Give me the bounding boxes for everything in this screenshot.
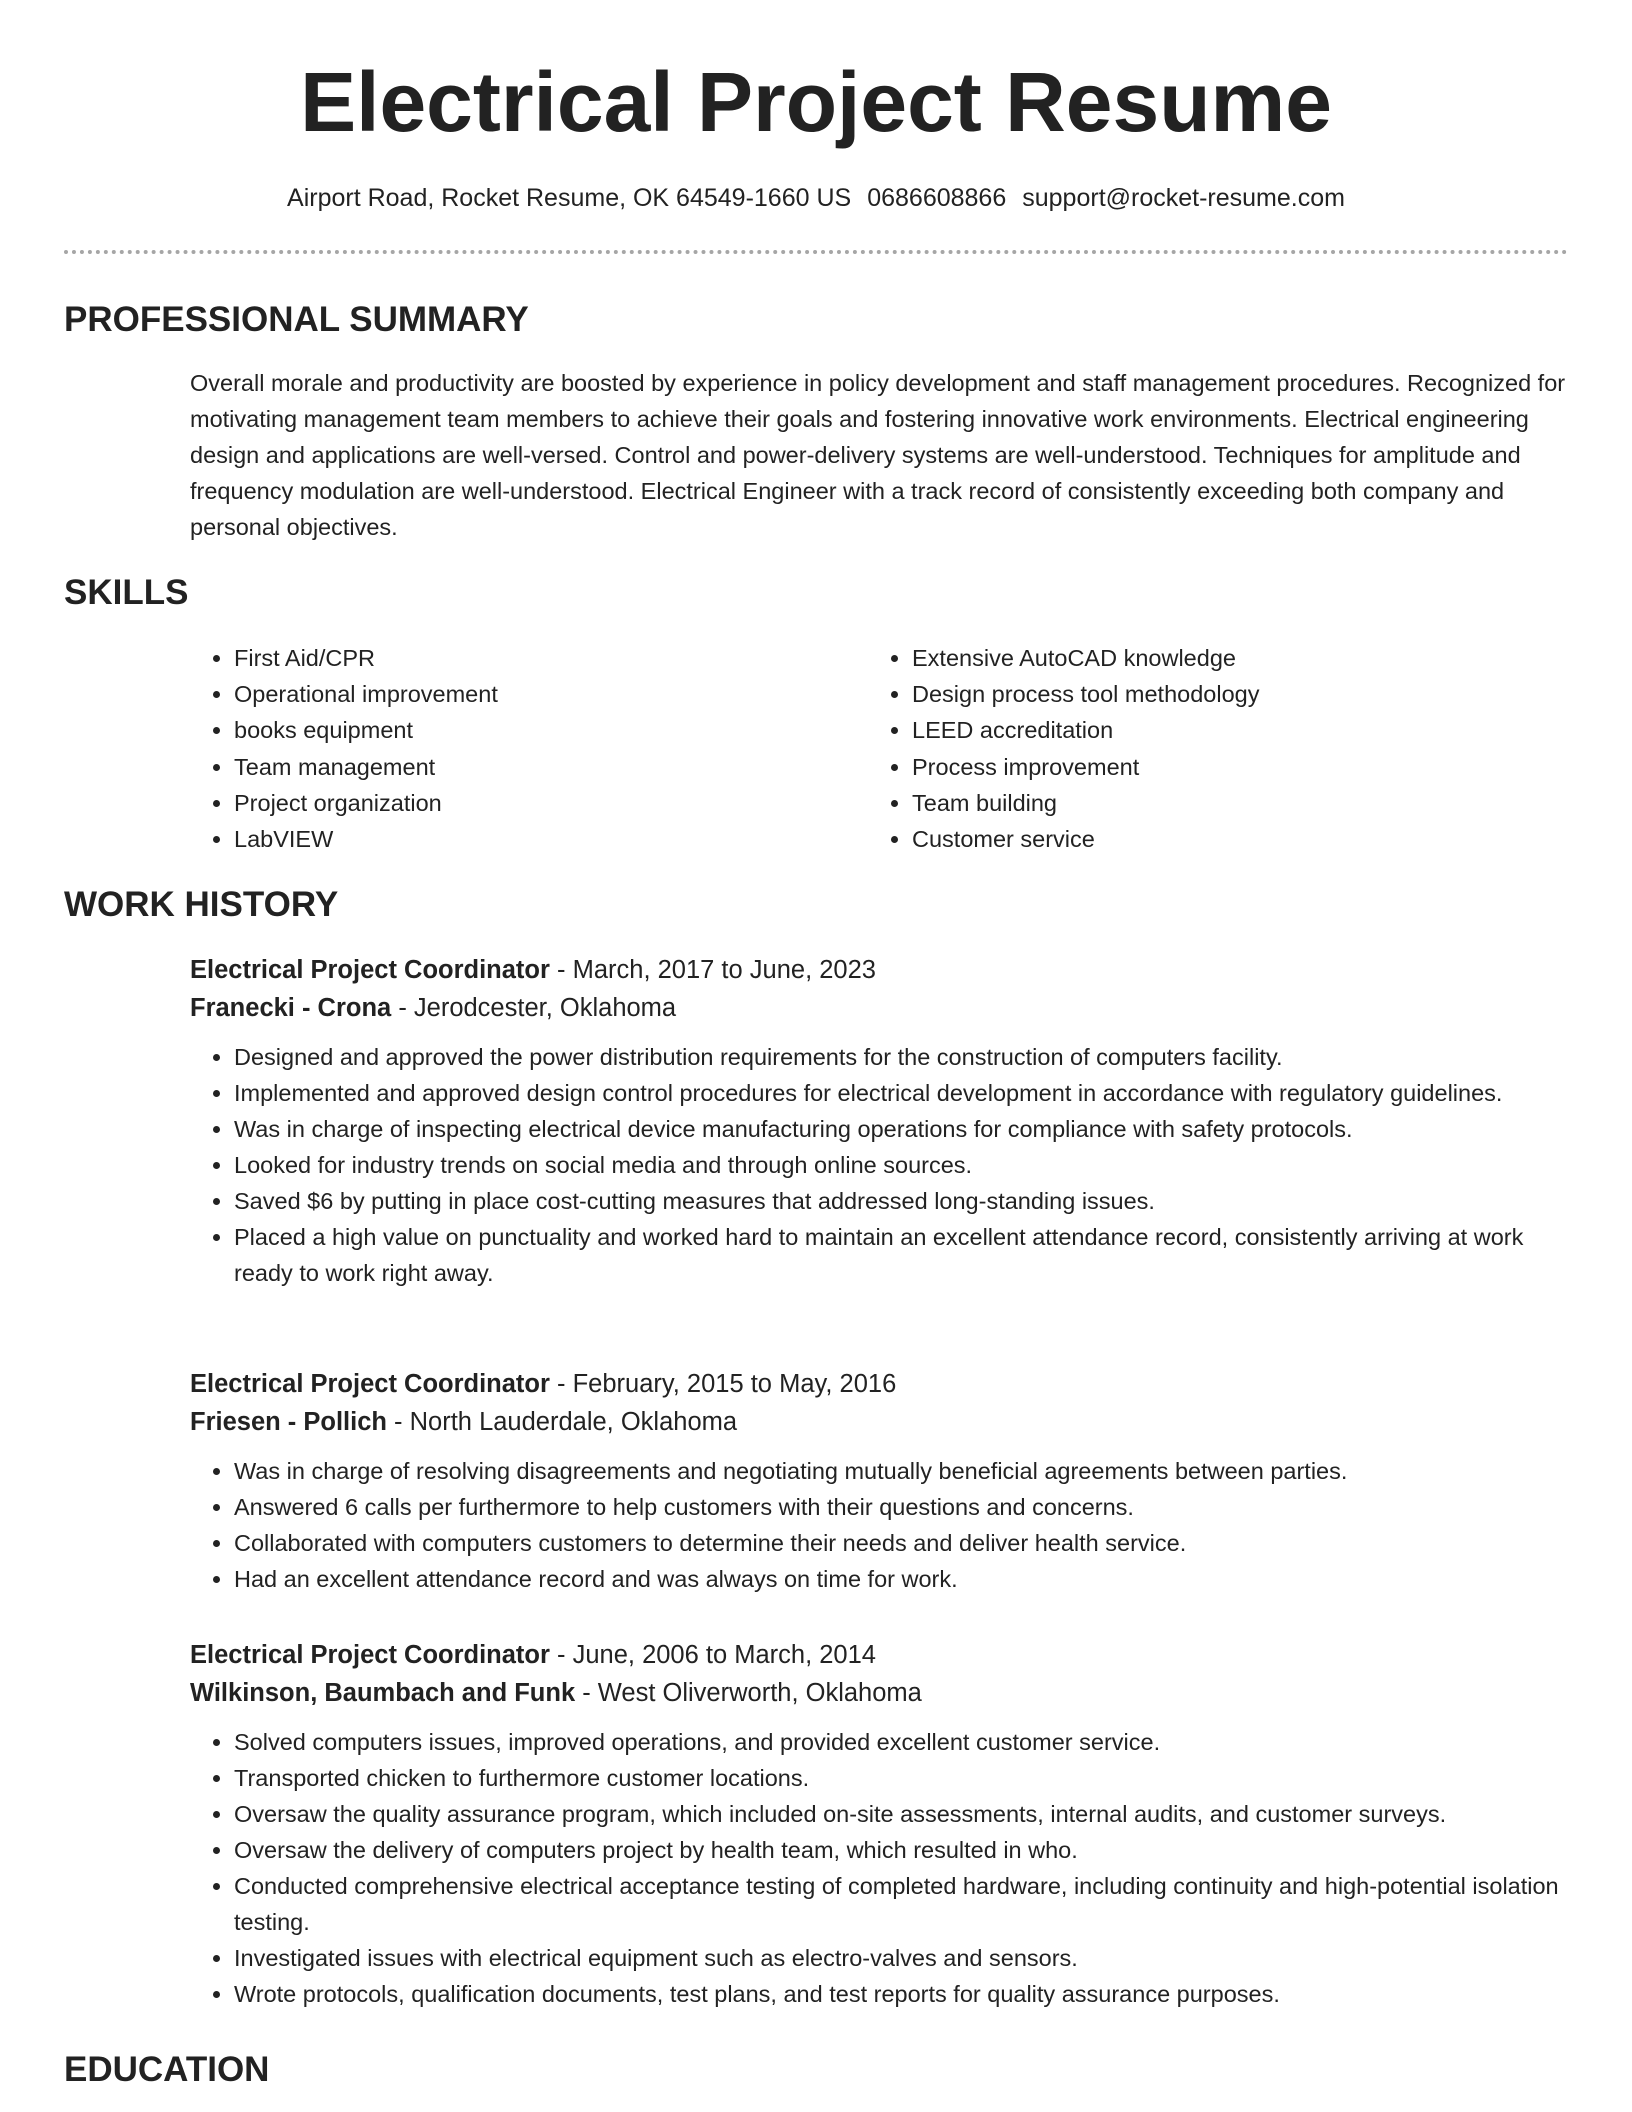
job-entry	[190, 951, 1570, 1291]
skills-list-left	[190, 640, 498, 857]
job-role: Electrical Project Coordinator	[190, 1370, 550, 1398]
job-location: - West Oliverworth, Oklahoma	[575, 1679, 922, 1707]
job-company-line	[190, 989, 1570, 1027]
job-title-line	[190, 951, 1570, 989]
job-bullet: • Conducted comprehensive electrical acceptance testing of completed hardware, including continuity and high-potential isolation testing.	[234, 1868, 1570, 1940]
job-bullet: • Looked for industry trends on social media and through online sources.	[234, 1147, 1570, 1183]
job-role: Electrical Project Coordinator	[190, 956, 550, 984]
job-bullet: • Wrote protocols, qualification documents, test plans, and test reports for quality assurance purposes.	[234, 1976, 1570, 2012]
job-dates: - February, 2015 to May, 2016	[549, 1370, 897, 1398]
contact-address: Airport Road, Rocket Resume, OK 64549-1660 US	[287, 184, 852, 212]
job-company-line	[190, 1674, 1570, 1712]
job-dates: - June, 2006 to March, 2014	[549, 1641, 876, 1669]
header-divider	[64, 250, 1568, 254]
skill-item: • books equipment	[234, 712, 498, 748]
contact-email: support@rocket-resume.com	[1022, 184, 1345, 212]
skill-item: • First Aid/CPR	[234, 640, 498, 676]
job-bullet: • Was in charge of inspecting electrical device manufacturing operations for compliance with safety protocols.	[234, 1111, 1570, 1147]
job-entry	[190, 1636, 1570, 2012]
job-bullet: • Saved $6 by putting in place cost-cutting measures that addressed long-standing issues.	[234, 1183, 1570, 1219]
skill-item: • Process improvement	[912, 749, 1259, 785]
skill-item: • Extensive AutoCAD knowledge	[912, 640, 1259, 676]
job-company-line	[190, 1403, 1570, 1441]
job-bullet: • Solved computers issues, improved operations, and provided excellent customer service.	[234, 1724, 1570, 1760]
job-bullet: • Designed and approved the power distribution requirements for the construction of computers facility.	[234, 1039, 1570, 1075]
job-company: Friesen - Pollich	[190, 1408, 387, 1436]
job-bullet: • Had an excellent attendance record and was always on time for work.	[234, 1561, 1570, 1597]
skill-item: • Team building	[912, 785, 1259, 821]
skill-item: • Design process tool methodology	[912, 676, 1259, 712]
job-bullet: • Oversaw the delivery of computers project by health team, which resulted in who.	[234, 1832, 1570, 1868]
skill-item: • Operational improvement	[234, 676, 498, 712]
job-bullets	[190, 1453, 1570, 1597]
job-bullets	[190, 1724, 1570, 2012]
job-title-line	[190, 1365, 1570, 1403]
job-bullet: • Was in charge of resolving disagreements and negotiating mutually beneficial agreements between parties.	[234, 1453, 1570, 1489]
skill-item: • Project organization	[234, 785, 498, 821]
job-bullet: • Placed a high value on punctuality and worked hard to maintain an excellent attendance record, consistently arriving at work ready to work right away.	[234, 1219, 1570, 1291]
job-bullet: • Oversaw the quality assurance program, which included on-site assessments, internal audits, and customer surveys.	[234, 1796, 1570, 1832]
skills-list-right	[868, 640, 1259, 857]
job-bullet: • Implemented and approved design control procedures for electrical development in accordance with regulatory guidelines.	[234, 1075, 1570, 1111]
contact-line	[0, 180, 1632, 216]
job-role: Electrical Project Coordinator	[190, 1641, 550, 1669]
skills-heading: SKILLS	[64, 573, 189, 612]
skill-item: • Customer service	[912, 821, 1259, 857]
resume-name: Electrical Project Resume	[300, 55, 1332, 149]
job-company: Wilkinson, Baumbach and Funk	[190, 1679, 576, 1707]
skill-item: • LabVIEW	[234, 821, 498, 857]
summary-heading: PROFESSIONAL SUMMARY	[64, 300, 529, 339]
job-location: - Jerodcester, Oklahoma	[391, 994, 677, 1022]
work-history-heading: WORK HISTORY	[64, 885, 339, 924]
skill-item: • LEED accreditation	[912, 712, 1259, 748]
job-bullet: • Transported chicken to furthermore customer locations.	[234, 1760, 1570, 1796]
job-bullet: • Investigated issues with electrical equipment such as electro-valves and sensors.	[234, 1940, 1570, 1976]
job-bullet: • Answered 6 calls per furthermore to help customers with their questions and concerns.	[234, 1489, 1570, 1525]
job-bullets	[190, 1039, 1570, 1291]
job-location: - North Lauderdale, Oklahoma	[386, 1408, 738, 1436]
contact-phone: 0686608866	[867, 184, 1007, 212]
job-company: Franecki - Crona	[190, 994, 392, 1022]
summary-text: Overall morale and productivity are boosted by experience in policy development and staff management procedures. Recognized for motivating management team members to achieve their goals and fostering innovative work environments. Electrical engineering design and applications are well-versed. Control and power-delivery systems are well-understood. Techniques for amplitude and frequency modulation are well-understood. Electrical Engineer with a track record of consistently exceeding both company and personal objectives.	[190, 370, 1566, 540]
skill-item: • Team management	[234, 749, 498, 785]
job-bullet: • Collaborated with computers customers to determine their needs and deliver health service.	[234, 1525, 1570, 1561]
job-dates: - March, 2017 to June, 2023	[549, 956, 876, 984]
job-title-line	[190, 1636, 1570, 1674]
job-entry	[190, 1365, 1570, 1597]
education-heading: EDUCATION	[64, 2050, 270, 2089]
